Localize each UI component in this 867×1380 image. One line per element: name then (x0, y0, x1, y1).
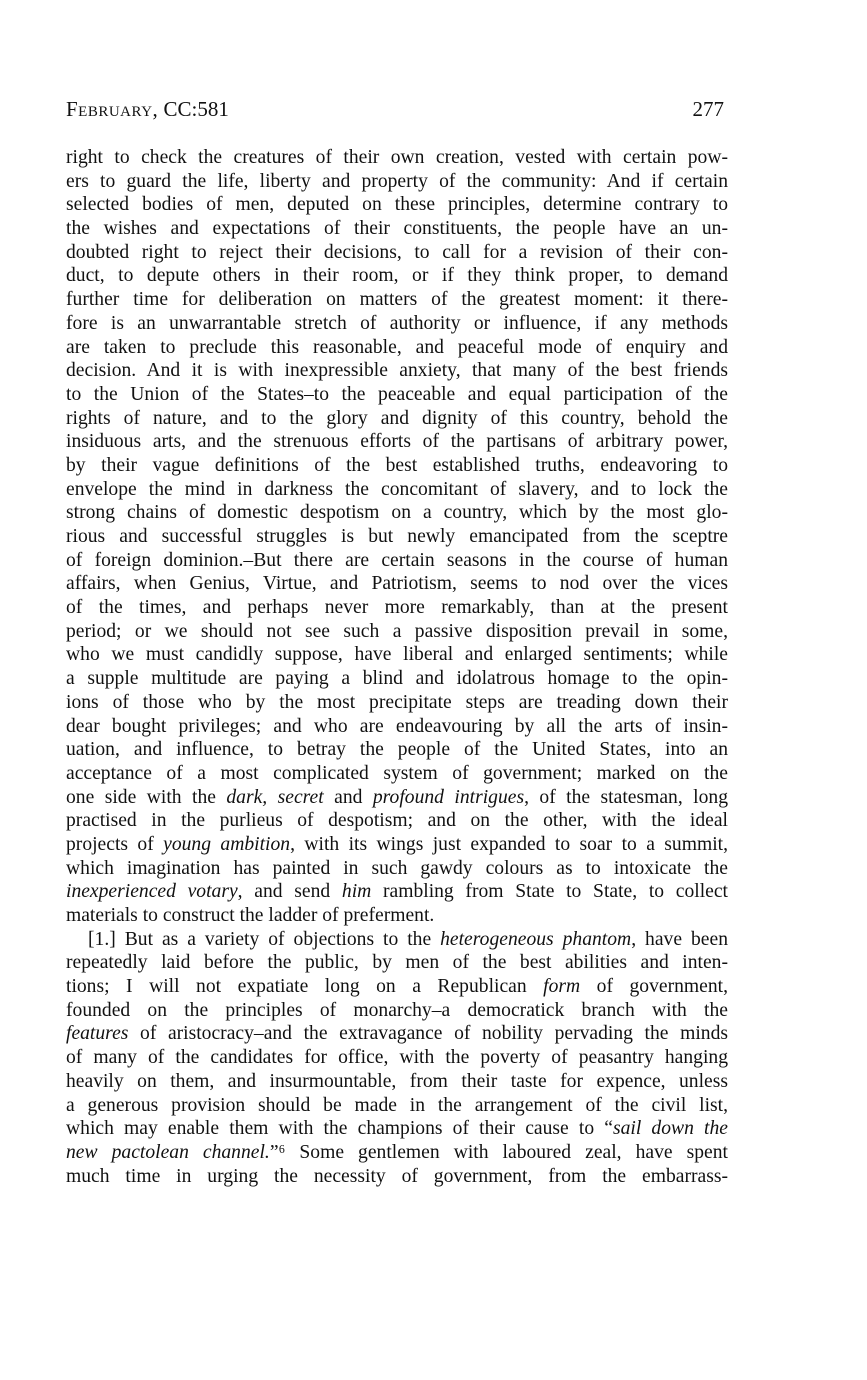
text-segment: a supple multitude are paying a blind and idolatrous homage to the opin- (66, 668, 728, 690)
text-line (66, 430, 728, 454)
text-segment: , with its wings just expanded to soar to a summit, (290, 833, 728, 855)
text-line (66, 217, 728, 241)
text-line (66, 691, 728, 715)
text-segment: dear bought privileges; and who are endeavouring by all the arts of insin- (66, 715, 728, 737)
text-segment: tions; I will not expatiate long on a Republican (66, 976, 544, 998)
text-segment: , have been (631, 928, 728, 950)
text-segment: of foreign dominion.–But there are certain seasons in the course of human (66, 549, 728, 571)
text-line (66, 407, 728, 431)
text-line (66, 928, 728, 952)
text-line (66, 809, 728, 833)
text-line (66, 572, 728, 596)
text-line (66, 975, 728, 999)
text-segment: fore is an unwarrantable stretch of authority or influence, if any methods (66, 312, 728, 334)
italic-text: young ambition (163, 833, 291, 855)
text-segment: which imagination has painted in such gawdy colours as to intoxicate the (66, 857, 728, 879)
text-line (66, 1117, 728, 1141)
text-line (66, 241, 728, 265)
text-segment: repeatedly laid before the public, by men of the best abilities and inten- (66, 952, 728, 974)
text-line (66, 1165, 728, 1189)
text-segment: of aristocracy–and the extravagance of nobility pervading the minds (128, 1023, 728, 1045)
text-segment: ”⁶ Some gentlemen with laboured zeal, have spent (269, 1141, 728, 1163)
text-line (66, 264, 728, 288)
running-head (66, 96, 726, 126)
text-line (66, 596, 728, 620)
text-line (66, 715, 728, 739)
text-segment: one side with the (66, 786, 227, 808)
italic-text: heterogeneous phantom (440, 928, 632, 950)
text-line (66, 999, 728, 1023)
italic-text: features (66, 1023, 129, 1045)
text-line (66, 620, 728, 644)
section-month: February, (66, 97, 159, 121)
text-segment: of many of the candidates for office, with the poverty of peasantry hanging (66, 1047, 728, 1069)
text-line (66, 288, 728, 312)
text-line (66, 170, 728, 194)
text-segment: rious and successful struggles is but newly emancipated from the sceptre (66, 526, 728, 547)
italic-text: him (341, 881, 372, 903)
text-segment: founded on the principles of monarchy–a democratick branch with the (66, 999, 728, 1021)
text-segment: the wishes and expectations of their constituents, the people have an un- (66, 218, 728, 240)
text-segment: much time in urging the necessity of government, from the embarrass- (66, 1165, 728, 1187)
body-text (66, 146, 728, 1188)
text-line (66, 359, 728, 383)
text-segment: doubted right to reject their decisions, to call for a revision of their con- (66, 241, 728, 263)
text-line (66, 951, 728, 975)
text-segment: and (323, 786, 373, 808)
text-segment: ers to guard the life, liberty and property of the community: And if certain (66, 170, 728, 192)
text-line (66, 1094, 728, 1118)
text-line (66, 1022, 728, 1046)
text-segment: envelope the mind in darkness the concomitant of slavery, and to lock the (66, 478, 728, 500)
text-segment: materials to construct the ladder of preferment. (66, 905, 435, 926)
text-line (66, 478, 728, 502)
text-segment: practised in the purlieus of despotism; and on the other, with the ideal (66, 810, 728, 832)
text-line (66, 336, 728, 360)
text-line (66, 549, 728, 573)
text-line (66, 880, 728, 904)
text-segment: of the times, and perhaps never more remarkably, than at the present (66, 597, 728, 619)
text-segment: period; or we should not see such a passive disposition prevail in some, (66, 620, 728, 642)
text-segment: decision. And it is with inexpressible anxiety, that many of the best friends (66, 360, 728, 382)
text-segment: rights of nature, and to the glory and dignity of this country, behold the (66, 407, 728, 429)
text-segment: further time for deliberation on matters of the greatest moment: it there- (66, 289, 728, 311)
text-line (66, 786, 728, 810)
text-segment: affairs, when Genius, Virtue, and Patriotism, seems to nod over the vices (66, 573, 728, 595)
italic-text: profound intrigues (372, 786, 525, 808)
text-segment: to the Union of the States–to the peaceable and equal participation of the (66, 383, 728, 405)
text-segment: by their vague definitions of the best established truths, endeavoring to (66, 454, 728, 476)
text-line (66, 146, 728, 170)
text-line (66, 904, 728, 928)
text-segment: projects of (66, 833, 164, 855)
text-segment: rambling from State to State, to collect (371, 881, 728, 903)
text-segment: strong chains of domestic despotism on a country, which by the most glo- (66, 502, 728, 524)
text-segment: , of the statesman, long (524, 786, 728, 808)
text-line (66, 643, 728, 667)
text-segment: ions of those who by the most precipitate steps are treading down their (66, 691, 728, 713)
text-line (66, 193, 728, 217)
text-line (66, 762, 728, 786)
section-reference: CC:581 (158, 97, 229, 121)
text-line (66, 667, 728, 691)
italic-text: dark, secret (226, 786, 324, 808)
page-number: 277 (692, 97, 724, 121)
text-segment: are taken to preclude this reasonable, and peaceful mode of enquiry and (66, 336, 728, 358)
italic-text: form (543, 976, 581, 998)
text-segment: uation, and influence, to betray the people of the United States, into an (66, 739, 728, 761)
text-segment: , and send (237, 881, 342, 903)
text-segment: heavily on them, and insurmountable, from their taste for expence, unless (66, 1070, 728, 1092)
text-segment: right to check the creatures of their own creation, vested with certain pow- (66, 147, 728, 168)
text-line (66, 857, 728, 881)
italic-text: new pactolean channel. (66, 1141, 270, 1163)
section-heading (66, 96, 229, 122)
text-segment: a generous provision should be made in the arrangement of the civil list, (66, 1094, 728, 1116)
text-segment: duct, to depute others in their room, or if they think proper, to demand (66, 265, 728, 287)
text-segment: which may enable them with the champions of their cause to “ (66, 1118, 613, 1140)
italic-text: sail down the (612, 1118, 728, 1140)
text-segment: selected bodies of men, deputed on these principles, determine contrary to (66, 194, 728, 216)
text-segment: acceptance of a most complicated system of government; marked on the (66, 762, 728, 784)
text-line (66, 1070, 728, 1094)
text-line (66, 454, 728, 478)
text-segment: who we must candidly suppose, have liberal and enlarged sentiments; while (66, 644, 728, 666)
text-segment: [1.] But as a variety of objections to the (88, 928, 441, 950)
text-line (66, 383, 728, 407)
text-line (66, 501, 728, 525)
text-segment: insiduous arts, and the strenuous efforts of the partisans of arbitrary power, (66, 431, 728, 453)
italic-text: inexperienced votary (66, 881, 238, 903)
text-line (66, 833, 728, 857)
text-segment: of government, (580, 976, 728, 998)
text-line (66, 738, 728, 762)
text-line (66, 1046, 728, 1070)
text-line (66, 525, 728, 549)
text-line (66, 1141, 728, 1165)
text-line (66, 312, 728, 336)
